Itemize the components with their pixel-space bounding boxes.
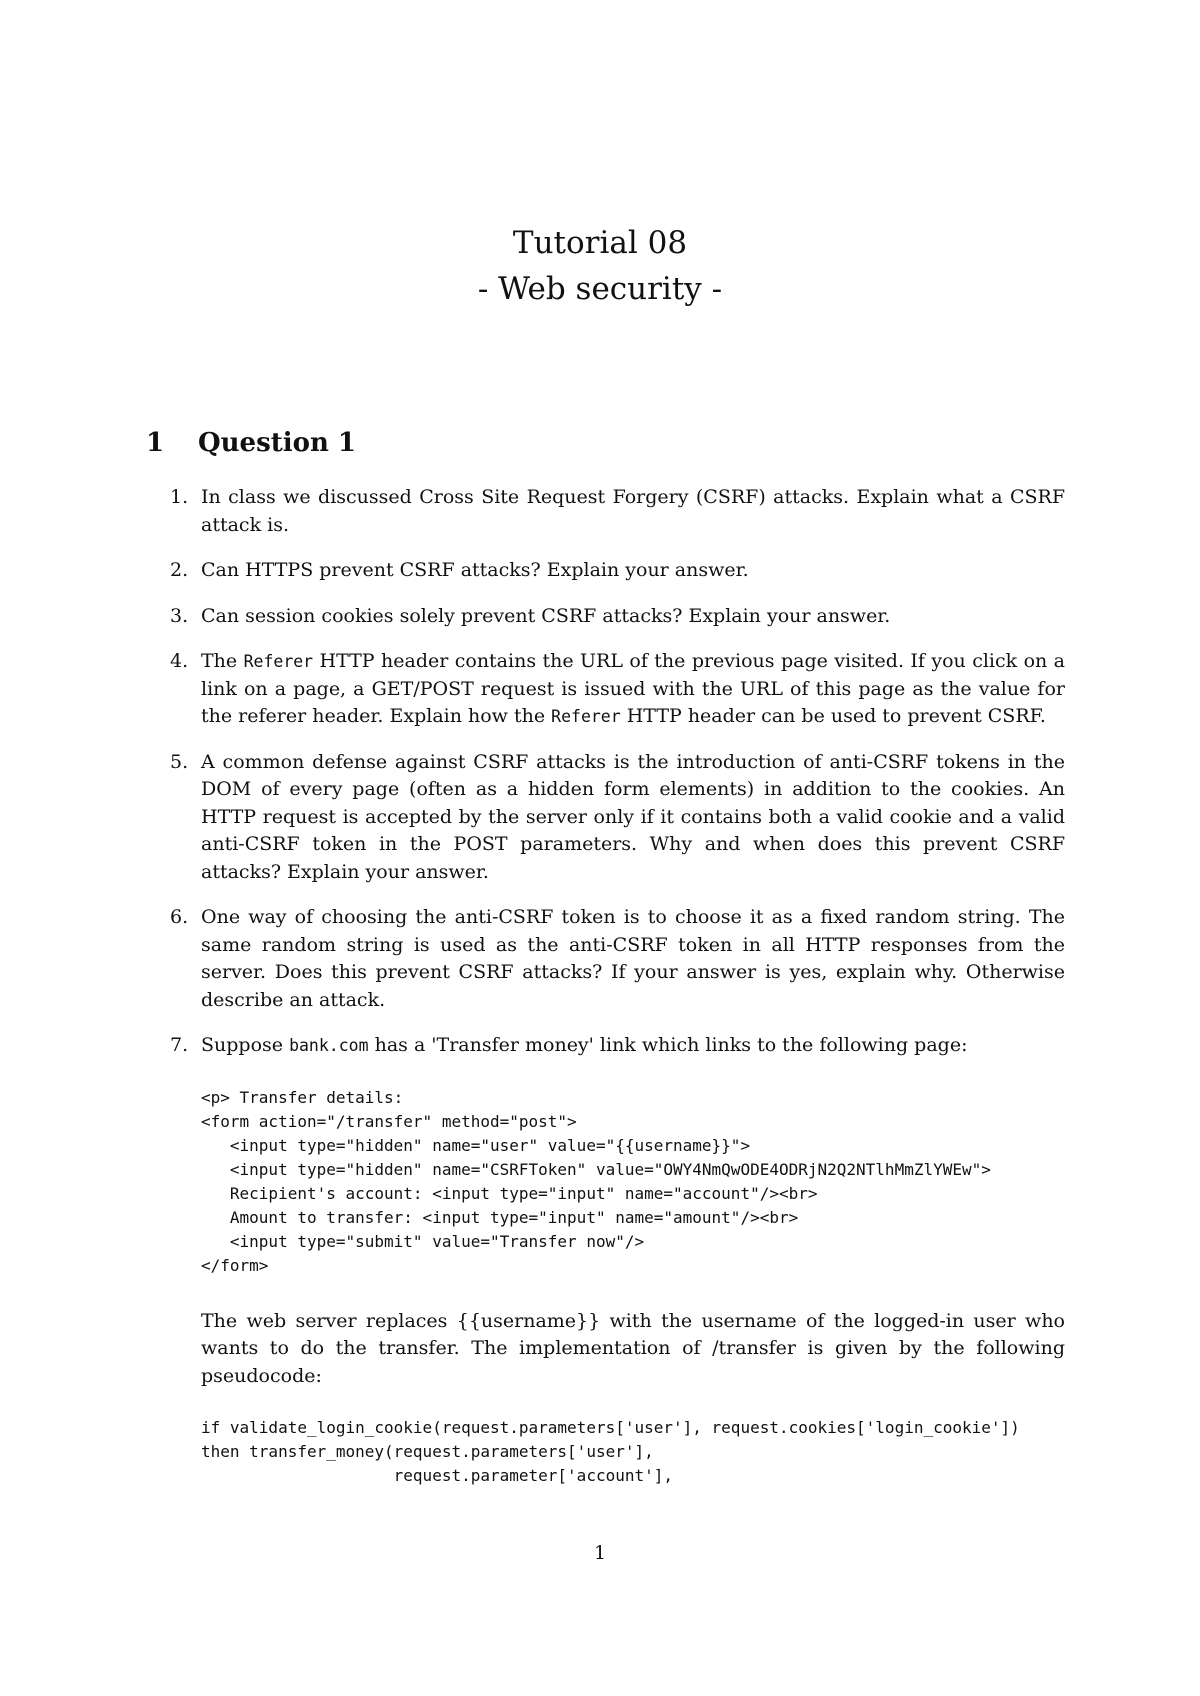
question-item-2 <box>0 557 1065 585</box>
text-segment: Suppose <box>201 1034 290 1056</box>
question-item-3 <box>0 603 1065 631</box>
section-number: 1 <box>146 428 165 458</box>
question-item-1 <box>0 484 1065 539</box>
question-number: 1. <box>170 486 189 508</box>
question-text <box>201 650 1065 727</box>
question-number: 7. <box>170 1034 189 1056</box>
section-title: Question 1 <box>198 428 357 458</box>
html-code-block: <p> Transfer details: <form action="/transfer" method="post"> <input type="hidden" name="user" value="{{username}}"> <input type="hidden" name="CSRFToken" value="OWY4NmQwODE4ODRjN2Q2NTlhMmZlYWEw"> Recipient's account: <input type="input" name="account"/><br> Amount to transfer: <input type="input" name="amount"/><br> <input type="submit" value="Transfer now"/> </form> <box>201 1087 991 1275</box>
text-segment: has a 'Transfer money' link which links to the following page: <box>368 1034 968 1056</box>
question-list <box>0 484 1200 1518</box>
text-segment: HTTP header can be used to prevent CSRF. <box>620 705 1046 727</box>
question-text: A common defense against CSRF attacks is the introduction of anti-CSRF tokens in the DOM of every page (often as a hidden form elements) in addition to the cookies. An HTTP request is accepted by the server only if it contains both a valid cookie and a valid anti-CSRF token in the POST parameters. Why and when does this prevent CSRF attacks? Explain your answer. <box>201 750 1065 883</box>
page-number: 1 <box>593 1542 607 1564</box>
document-title: Tutorial 08 <box>512 225 688 261</box>
inline-code: bank.com <box>289 1036 369 1055</box>
text-segment: HTTP header contains the URL of the previous page visited. If you click on a link on a page, a GET/POST request is issued with the URL of this page as the value for the referer header. Explain how the <box>201 650 1065 727</box>
question-number: 6. <box>170 906 189 928</box>
question-item-6 <box>0 904 1065 1014</box>
question-text <box>201 1034 967 1056</box>
question-item-4 <box>0 648 1065 731</box>
pseudocode-block: if validate_login_cookie(request.parameters['user'], request.cookies['login_cookie']) then transfer_money(request.parameters['user'], request.parameter['account'], <box>201 1418 1020 1485</box>
question-number: 4. <box>170 650 189 672</box>
inline-placeholder: {{username}} <box>456 1309 601 1332</box>
question-item-5 <box>0 749 1065 887</box>
title-block <box>0 224 1200 308</box>
inline-code: Referer <box>551 707 621 726</box>
question-text: In class we discussed Cross Site Request Forgery (CSRF) attacks. Explain what a CSRF attack is. <box>201 486 1065 536</box>
question-number: 2. <box>170 559 189 581</box>
section-heading <box>146 428 356 458</box>
question-item-7 <box>0 1032 1065 1488</box>
text-segment: The web server replaces <box>201 1309 457 1332</box>
explanation-paragraph <box>201 1308 1065 1391</box>
text-segment: The <box>201 650 244 672</box>
question-text: One way of choosing the anti-CSRF token is to choose it as a fixed random string. The same random string is used as the anti-CSRF token in all HTTP responses from the server. Does this prevent CSRF attacks? If your answer is yes, explain why. Otherwise describe an attack. <box>201 906 1065 1011</box>
question-text: Can HTTPS prevent CSRF attacks? Explain your answer. <box>201 559 749 581</box>
question-number: 5. <box>170 750 189 773</box>
question-text: Can session cookies solely prevent CSRF attacks? Explain your answer. <box>201 604 891 627</box>
question-number: 3. <box>170 604 189 627</box>
document-subtitle: - Web security - <box>477 271 723 307</box>
text-segment: with the username of the logged-in user who wants to do the transfer. The implementation of /transfer is given by the following pseudocode: <box>201 1309 1065 1387</box>
inline-code: Referer <box>243 652 314 671</box>
